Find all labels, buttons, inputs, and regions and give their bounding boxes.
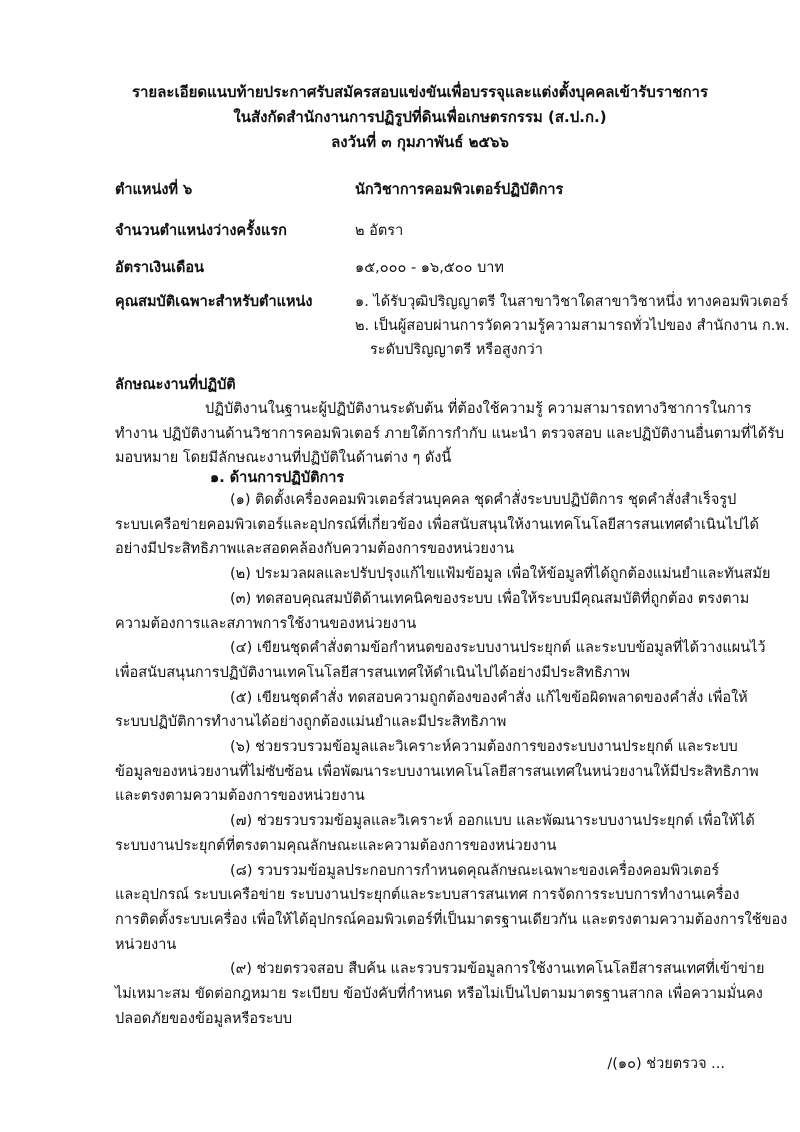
job-section-title: ลักษณะงานที่ปฏิบัติ bbox=[115, 377, 236, 393]
duty-item bbox=[115, 735, 759, 809]
job-intro-line-2: ทำงาน ปฏิบัติงานด้านวิชาการคอมพิวเตอร์ ภายใต้การกำกับ แนะนำ ตรวจสอบ และปฏิบัติงานอื่นตามที่ได้รับ bbox=[115, 425, 785, 442]
duty-item-line: ปลอดภัยของข้อมูลหรือระบบ bbox=[115, 1010, 293, 1027]
duty-item-line: ความต้องการและสภาพการใช้งานของหน่วยงาน bbox=[115, 615, 417, 632]
vacancies-value: ๒ อัตรา bbox=[355, 223, 404, 239]
duty-item bbox=[115, 957, 765, 1031]
duty-item-line: (๑) ติดตั้งเครื่องคอมพิวเตอร์ส่วนบุคคล ชุดคำสั่งระบบปฏิบัติการ ชุดคำสั่งสำเร็จรูป bbox=[230, 492, 737, 508]
duty-item-line: ข้อมูลของหน่วยงานที่ไม่ซับซ้อน เพื่อพัฒนาระบบงานเทคโนโลยีสารสนเทศในหน่วยงานให้มีประสิทธิภาพ bbox=[115, 763, 759, 780]
duty-item-line: (๗) ช่วยรวบรวมข้อมูลและวิเคราะห์ ออกแบบ และพัฒนาระบบงานประยุกต์ เพื่อให้ได้ bbox=[230, 813, 755, 830]
qualification-1: ๑. ได้รับวุฒิปริญญาตรี ในสาขาวิชาใดสาขาวิชาหนึ่ง ทางคอมพิวเตอร์ bbox=[355, 294, 789, 310]
operations-section-title: ๑. ด้านการปฏิบัติการ bbox=[210, 470, 345, 486]
duty-item-line: ระบบเครือข่ายคอมพิวเตอร์และอุปกรณ์ที่เกี่ยวข้อง เพื่อสนับสนุนให้งานเทคโนโลยีสารสนเทศดำเนินไปได้ bbox=[115, 516, 759, 533]
position-label: ตำแหน่งที่ ๖ bbox=[115, 182, 193, 198]
salary-value: ๑๕,๐๐๐ - ๑๖,๕๐๐ บาท bbox=[355, 260, 504, 276]
duty-item-line: ระบบปฏิบัติการทำงานได้อย่างถูกต้องแม่นยำและมีประสิทธิภาพ bbox=[115, 714, 507, 731]
duty-item-line: (๖) ช่วยรวบรวมข้อมูลและวิเคราะห์ความต้องการของระบบงานประยุกต์ และระบบ bbox=[230, 739, 738, 756]
duty-item bbox=[115, 488, 759, 562]
position-row bbox=[115, 178, 755, 202]
duty-item-line: (๓) ทดสอบคุณสมบัติด้านเทคนิคของระบบ เพื่อให้ระบบมีคุณสมบัติที่ถูกต้อง ตรงตาม bbox=[230, 590, 750, 607]
duty-item bbox=[115, 859, 788, 958]
duty-item-line: (๘) รวบรวมข้อมูลประกอบการกำหนดคุณลักษณะเฉพาะของเครื่องคอมพิวเตอร์ bbox=[230, 862, 720, 879]
document-header bbox=[100, 80, 740, 155]
salary-row bbox=[115, 256, 755, 280]
salary-label: อัตราเงินเดือน bbox=[115, 260, 204, 276]
duty-item-line: (๔) เขียนชุดคำสั่งตามข้อกำหนดของระบบงานประยุกต์ และระบบข้อมูลที่ได้วางแผนไว้ bbox=[230, 640, 766, 657]
vacancies-row bbox=[115, 219, 755, 243]
duty-item bbox=[115, 686, 748, 735]
job-intro-line-1: ปฏิบัติงานในฐานะผู้ปฏิบัติงานระดับต้น ที่ต้องใช้ความรู้ ความสามารถทางวิชาการในการ bbox=[205, 401, 752, 417]
duty-item bbox=[115, 809, 755, 858]
duty-item-line: อย่างมีประสิทธิภาพและสอดคล้องกับความต้องการของหน่วยงาน bbox=[115, 541, 515, 558]
duty-item-line: หน่วยงาน bbox=[115, 936, 177, 953]
duty-item bbox=[115, 562, 771, 587]
qualification-2-continued: ระดับปริญญาตรี หรือสูงกว่า bbox=[370, 342, 543, 358]
duty-item-line: และตรงตามความต้องการของหน่วยงาน bbox=[115, 788, 365, 805]
position-value: นักวิชาการคอมพิวเตอร์ปฏิบัติการ bbox=[355, 182, 564, 198]
header-line-3: ลงวันที่ ๓ กุมภาพันธ์ ๒๕๖๖ bbox=[331, 133, 509, 151]
duty-item bbox=[115, 587, 750, 636]
qualifications-label: คุณสมบัติเฉพาะสำหรับตำแหน่ง bbox=[115, 294, 313, 310]
duty-item-line: (๙) ช่วยตรวจสอบ สืบค้น และรวบรวมข้อมูลการใช้งานเทคโนโลยีสารสนเทศที่เข้าข่าย bbox=[230, 961, 765, 978]
duty-list bbox=[115, 488, 788, 1031]
vacancies-label: จำนวนตำแหน่งว่างครั้งแรก bbox=[115, 223, 287, 239]
duty-item-line: (๒) ประมวลผลและปรับปรุงแก้ไขแฟ้มข้อมูล เพื่อให้ข้อมูลที่ได้ถูกต้องแม่นยำและทันสมัย bbox=[230, 566, 771, 583]
duty-item-line: ไม่เหมาะสม ขัดต่อกฎหมาย ระเบียบ ข้อบังคับที่กำหนด หรือไม่เป็นไปตามมาตรฐานสากล เพื่อความมั่นคง bbox=[115, 986, 763, 1003]
duty-item-line: และอุปกรณ์ ระบบเครือข่าย ระบบงานประยุกต์และระบบสารสนเทศ การจัดการระบบการทำงานเครื่อง bbox=[115, 887, 740, 904]
duty-item bbox=[115, 636, 766, 685]
qualifications-list bbox=[355, 290, 790, 362]
qualification-2: ๒. เป็นผู้สอบผ่านการวัดความรู้ความสามารถทั่วไปของ สำนักงาน ก.พ. bbox=[355, 318, 790, 334]
duty-item-line: เพื่อสนับสนุนการปฏิบัติงานเทคโนโลยีสารสนเทศให้ดำเนินไปได้อย่างมีประสิทธิภาพ bbox=[115, 664, 631, 681]
duty-item-line: การติดตั้งระบบเครื่อง เพื่อให้ได้อุปกรณ์คอมพิวเตอร์ที่เป็นมาตรฐานเดียวกัน และตรงตามความต้องการใช้ของ bbox=[115, 911, 788, 928]
header-line-1: รายละเอียดแนบท้ายประกาศรับสมัครสอบแข่งขันเพื่อบรรจุและแต่งตั้งบุคคลเข้ารับราชการ bbox=[131, 83, 709, 101]
continuation-note: /(๑๐) ช่วยตรวจ ... bbox=[607, 1056, 725, 1072]
job-intro bbox=[115, 397, 785, 471]
duty-item-line: ระบบงานประยุกต์ที่ตรงตามคุณลักษณะและความต้องการของหน่วยงาน bbox=[115, 837, 557, 854]
header-line-2: ในสังกัดสำนักงานการปฏิรูปที่ดินเพื่อเกษตรกรรม (ส.ป.ก.) bbox=[233, 108, 607, 126]
job-intro-line-3: มอบหมาย โดยมีลักษณะงานที่ปฏิบัติในด้านต่าง ๆ ดังนี้ bbox=[115, 450, 452, 466]
duty-item-line: (๕) เขียนชุดคำสั่ง ทดสอบความถูกต้องของคำสั่ง แก้ไขข้อผิดพลาดของคำสั่ง เพื่อให้ bbox=[230, 689, 748, 706]
